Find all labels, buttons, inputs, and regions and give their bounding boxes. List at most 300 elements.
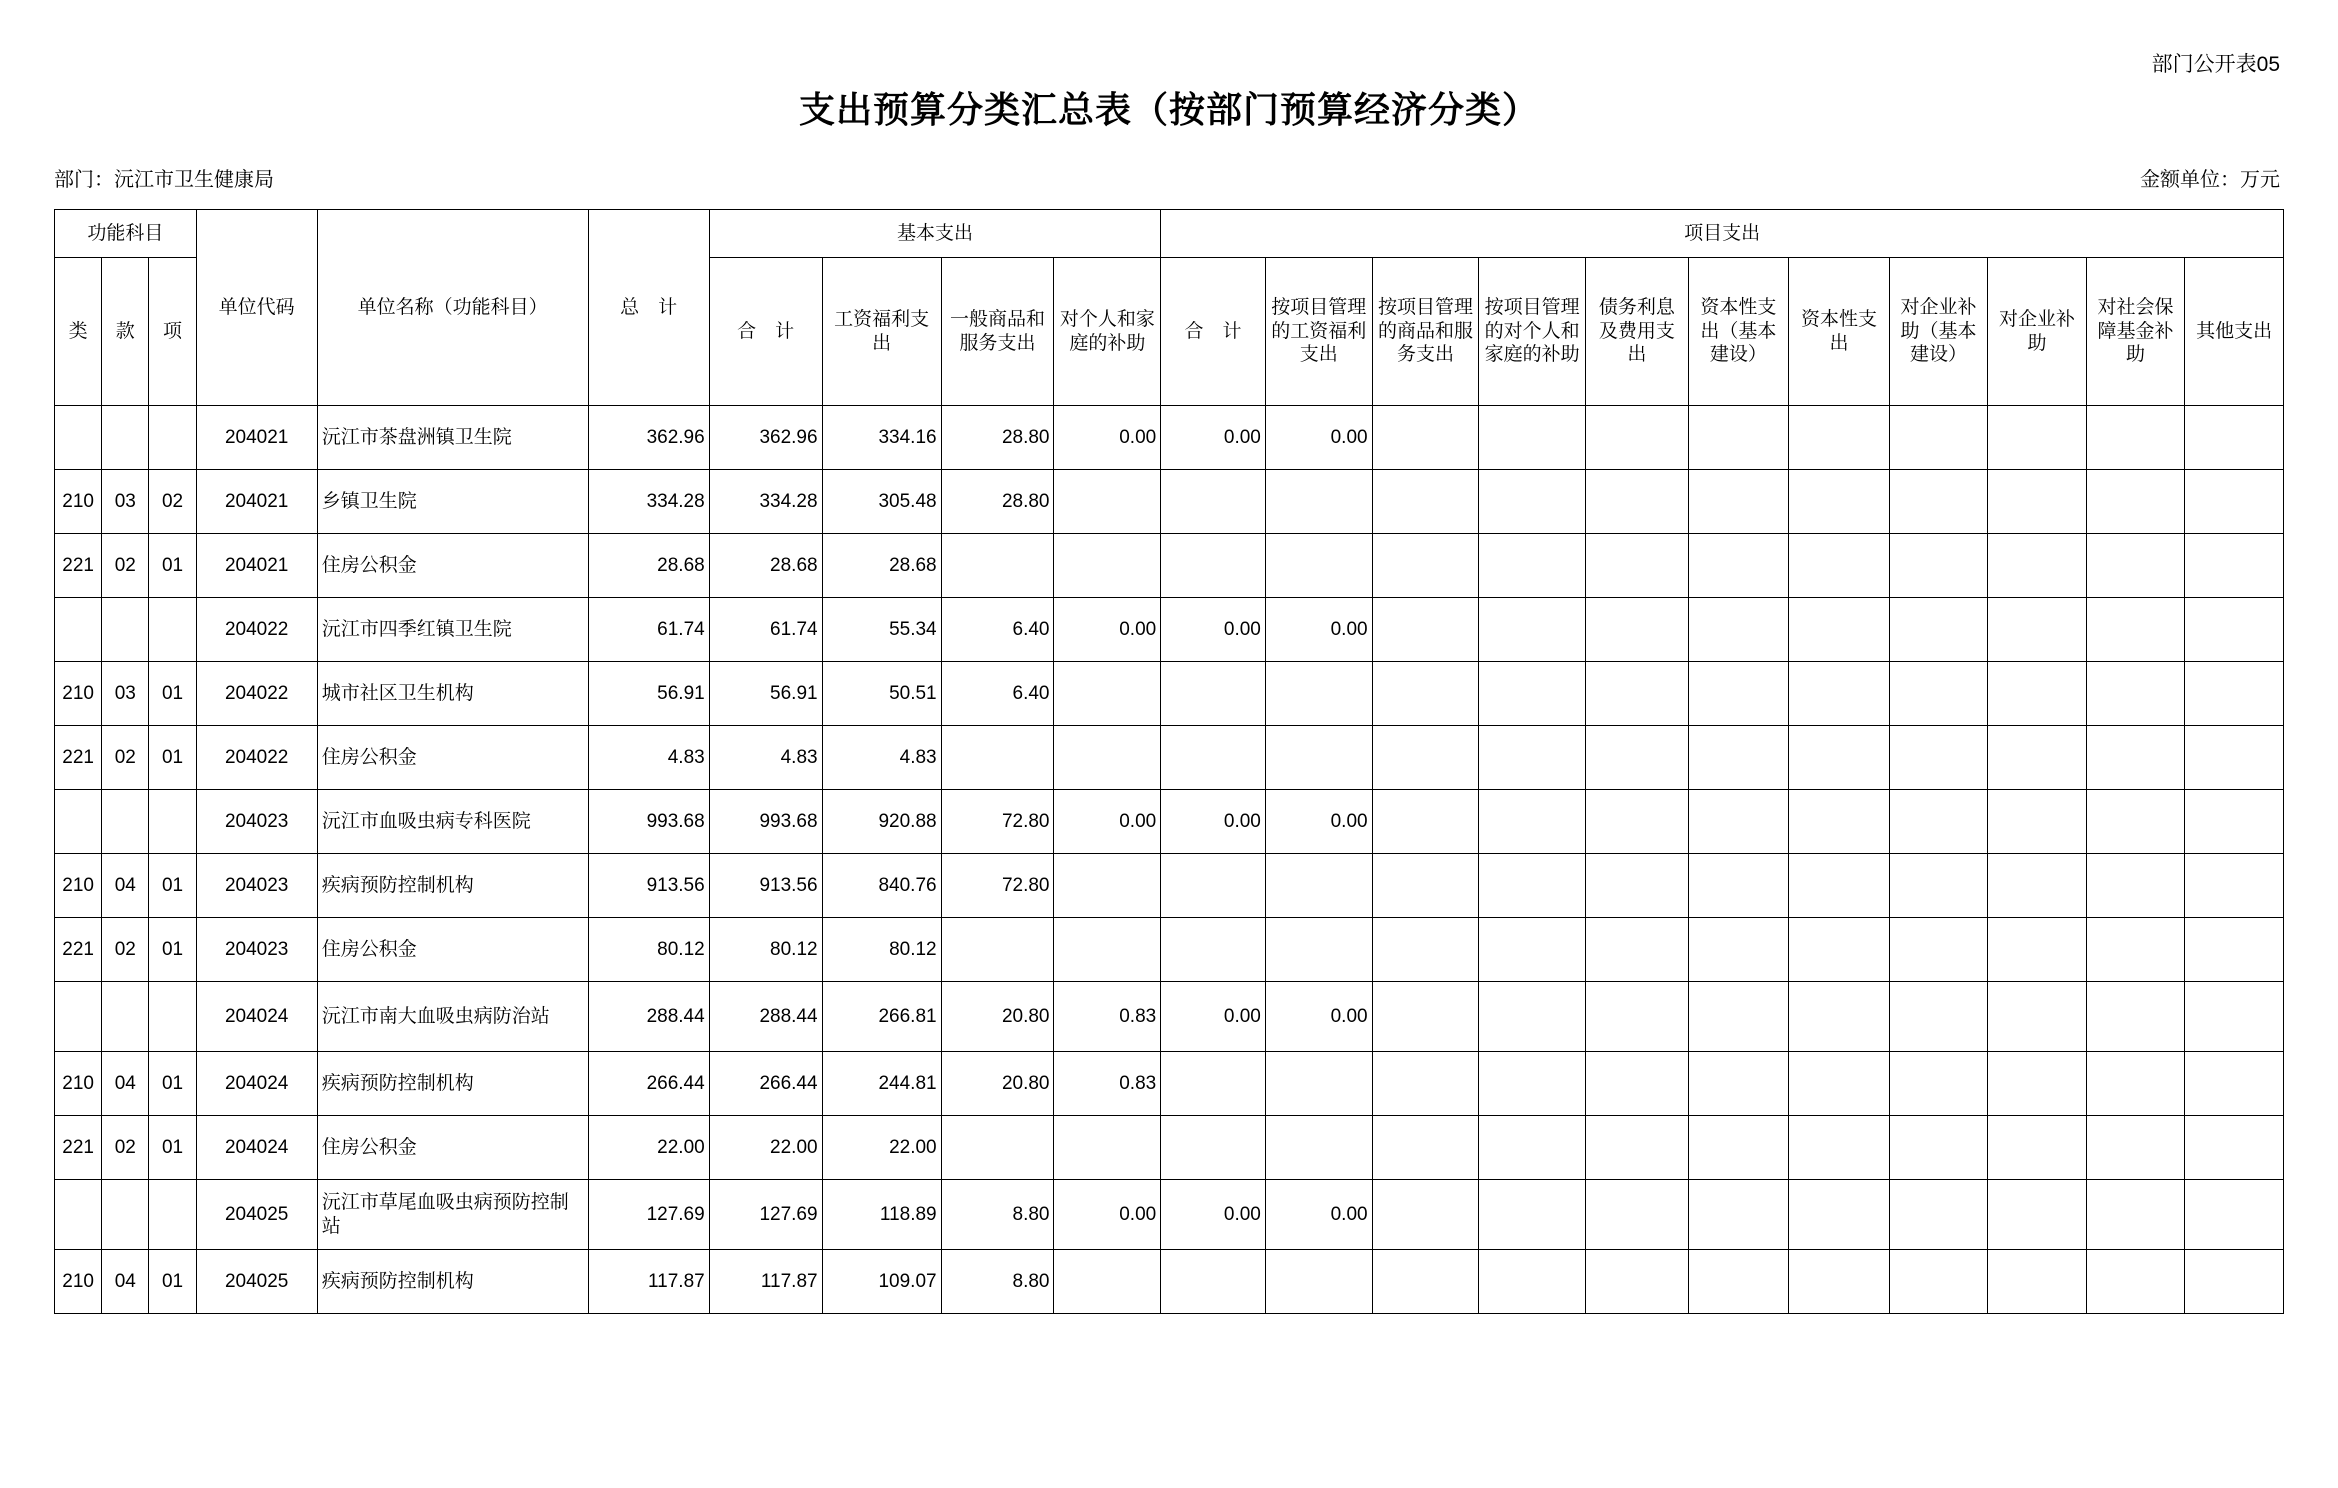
cell-xiang: 01 — [149, 1116, 196, 1180]
cell-debt-interest — [1586, 598, 1689, 662]
cell-capital — [1789, 534, 1890, 598]
cell-basic-sum: 61.74 — [709, 598, 822, 662]
cell-enterprise — [1988, 1052, 2087, 1116]
cell-kuan: 02 — [102, 534, 149, 598]
cell-social-security — [2086, 406, 2185, 470]
table-row — [55, 1116, 2284, 1180]
cell-project-person — [1479, 726, 1586, 790]
table-row — [55, 854, 2284, 918]
cell-project-goods — [1372, 1250, 1479, 1314]
cell-project-sum: 0.00 — [1161, 1180, 1266, 1250]
cell-project-person — [1479, 470, 1586, 534]
cell-kuan: 03 — [102, 662, 149, 726]
cell-project-sum — [1161, 1116, 1266, 1180]
cell-basic-sum: 22.00 — [709, 1116, 822, 1180]
cell-debt-interest — [1586, 1116, 1689, 1180]
cell-lei: 221 — [55, 918, 102, 982]
cell-basic-goods: 72.80 — [941, 790, 1054, 854]
budget-table — [54, 209, 2284, 1314]
cell-capital-basic — [1688, 1250, 1789, 1314]
cell-capital-basic — [1688, 918, 1789, 982]
cell-other — [2185, 726, 2284, 790]
cell-project-goods — [1372, 790, 1479, 854]
cell-basic-sum: 127.69 — [709, 1180, 822, 1250]
department-label: 部门：沅江市卫生健康局 — [54, 169, 274, 191]
cell-unit-code: 204023 — [196, 854, 317, 918]
cell-total: 28.68 — [588, 534, 709, 598]
cell-basic-goods: 28.80 — [941, 470, 1054, 534]
cell-social-security — [2086, 790, 2185, 854]
cell-project-salary — [1265, 470, 1372, 534]
cell-basic-salary: 28.68 — [822, 534, 941, 598]
header-unit-code: 单位代码 — [196, 210, 317, 406]
cell-total: 61.74 — [588, 598, 709, 662]
cell-capital-basic — [1688, 982, 1789, 1052]
cell-unit-name: 沅江市四季红镇卫生院 — [317, 598, 588, 662]
cell-social-security — [2086, 1116, 2185, 1180]
cell-xiang: 01 — [149, 918, 196, 982]
cell-basic-sum: 266.44 — [709, 1052, 822, 1116]
cell-project-goods — [1372, 1052, 1479, 1116]
cell-enterprise — [1988, 854, 2087, 918]
table-row — [55, 982, 2284, 1052]
cell-xiang: 01 — [149, 662, 196, 726]
cell-project-sum — [1161, 854, 1266, 918]
cell-project-goods — [1372, 982, 1479, 1052]
cell-project-person — [1479, 1052, 1586, 1116]
cell-lei — [55, 406, 102, 470]
cell-lei: 210 — [55, 1052, 102, 1116]
cell-social-security — [2086, 662, 2185, 726]
cell-project-goods — [1372, 918, 1479, 982]
cell-project-salary — [1265, 918, 1372, 982]
cell-social-security — [2086, 726, 2185, 790]
cell-enterprise — [1988, 470, 2087, 534]
header-debt-interest: 债务利息及费用支出 — [1586, 258, 1689, 406]
table-row — [55, 662, 2284, 726]
cell-capital — [1789, 1052, 1890, 1116]
header-capital-basic: 资本性支出（基本建设） — [1688, 258, 1789, 406]
header-project-sum: 合 计 — [1161, 258, 1266, 406]
cell-other — [2185, 1116, 2284, 1180]
cell-basic-sum: 362.96 — [709, 406, 822, 470]
cell-basic-person: 0.00 — [1054, 406, 1161, 470]
cell-enterprise-basic — [1889, 790, 1988, 854]
table-row — [55, 790, 2284, 854]
cell-debt-interest — [1586, 470, 1689, 534]
table-row — [55, 534, 2284, 598]
cell-enterprise-basic — [1889, 918, 1988, 982]
cell-project-salary: 0.00 — [1265, 406, 1372, 470]
cell-debt-interest — [1586, 982, 1689, 1052]
cell-enterprise — [1988, 982, 2087, 1052]
cell-basic-person — [1054, 854, 1161, 918]
cell-kuan — [102, 1180, 149, 1250]
cell-total: 56.91 — [588, 662, 709, 726]
cell-project-goods — [1372, 1180, 1479, 1250]
cell-capital — [1789, 790, 1890, 854]
cell-other — [2185, 406, 2284, 470]
cell-social-security — [2086, 534, 2185, 598]
cell-basic-salary: 4.83 — [822, 726, 941, 790]
cell-basic-salary: 305.48 — [822, 470, 941, 534]
cell-lei: 221 — [55, 534, 102, 598]
cell-project-person — [1479, 1116, 1586, 1180]
table-row — [55, 1180, 2284, 1250]
cell-social-security — [2086, 1052, 2185, 1116]
header-capital: 资本性支出 — [1789, 258, 1890, 406]
cell-xiang — [149, 982, 196, 1052]
cell-enterprise-basic — [1889, 1180, 1988, 1250]
cell-basic-goods — [941, 918, 1054, 982]
cell-basic-salary: 50.51 — [822, 662, 941, 726]
cell-unit-name: 城市社区卫生机构 — [317, 662, 588, 726]
cell-enterprise — [1988, 406, 2087, 470]
cell-project-goods — [1372, 534, 1479, 598]
cell-lei — [55, 790, 102, 854]
cell-debt-interest — [1586, 662, 1689, 726]
cell-total: 993.68 — [588, 790, 709, 854]
cell-basic-person — [1054, 1250, 1161, 1314]
cell-project-salary — [1265, 1052, 1372, 1116]
cell-unit-code: 204021 — [196, 470, 317, 534]
cell-project-sum: 0.00 — [1161, 598, 1266, 662]
cell-project-salary: 0.00 — [1265, 790, 1372, 854]
header-project-salary: 按项目管理的工资福利支出 — [1265, 258, 1372, 406]
cell-project-salary — [1265, 1116, 1372, 1180]
cell-unit-code: 204021 — [196, 406, 317, 470]
cell-unit-name: 住房公积金 — [317, 726, 588, 790]
cell-capital-basic — [1688, 470, 1789, 534]
cell-basic-salary: 920.88 — [822, 790, 941, 854]
cell-debt-interest — [1586, 1052, 1689, 1116]
cell-basic-sum: 288.44 — [709, 982, 822, 1052]
cell-total: 266.44 — [588, 1052, 709, 1116]
cell-unit-name: 疾病预防控制机构 — [317, 854, 588, 918]
cell-basic-goods: 8.80 — [941, 1180, 1054, 1250]
header-basic-goods: 一般商品和服务支出 — [941, 258, 1054, 406]
cell-lei: 221 — [55, 1116, 102, 1180]
cell-basic-sum: 28.68 — [709, 534, 822, 598]
header-enterprise: 对企业补助 — [1988, 258, 2087, 406]
cell-enterprise-basic — [1889, 726, 1988, 790]
cell-enterprise — [1988, 662, 2087, 726]
cell-project-salary — [1265, 534, 1372, 598]
header-lei: 类 — [55, 258, 102, 406]
cell-unit-code: 204024 — [196, 982, 317, 1052]
cell-other — [2185, 854, 2284, 918]
cell-capital-basic — [1688, 854, 1789, 918]
cell-social-security — [2086, 854, 2185, 918]
cell-capital — [1789, 406, 1890, 470]
cell-basic-person: 0.83 — [1054, 1052, 1161, 1116]
cell-kuan: 02 — [102, 918, 149, 982]
header-project-goods: 按项目管理的商品和服务支出 — [1372, 258, 1479, 406]
cell-capital-basic — [1688, 1116, 1789, 1180]
cell-debt-interest — [1586, 1250, 1689, 1314]
cell-kuan: 02 — [102, 726, 149, 790]
header-total: 总 计 — [588, 210, 709, 406]
cell-capital — [1789, 662, 1890, 726]
cell-capital-basic — [1688, 598, 1789, 662]
cell-xiang — [149, 790, 196, 854]
cell-project-goods — [1372, 854, 1479, 918]
cell-capital-basic — [1688, 790, 1789, 854]
table-body — [55, 406, 2284, 1314]
cell-lei — [55, 1180, 102, 1250]
cell-basic-salary: 22.00 — [822, 1116, 941, 1180]
cell-basic-salary: 109.07 — [822, 1250, 941, 1314]
cell-basic-sum: 334.28 — [709, 470, 822, 534]
cell-unit-name: 住房公积金 — [317, 534, 588, 598]
cell-kuan: 02 — [102, 1116, 149, 1180]
amount-unit-label: 金额单位：万元 — [2140, 169, 2280, 191]
header-project-person: 按项目管理的对个人和家庭的补助 — [1479, 258, 1586, 406]
cell-project-sum: 0.00 — [1161, 982, 1266, 1052]
cell-lei: 210 — [55, 854, 102, 918]
cell-project-person — [1479, 406, 1586, 470]
cell-capital — [1789, 854, 1890, 918]
cell-total: 22.00 — [588, 1116, 709, 1180]
cell-capital-basic — [1688, 726, 1789, 790]
cell-total: 334.28 — [588, 470, 709, 534]
cell-xiang: 01 — [149, 534, 196, 598]
cell-basic-person — [1054, 662, 1161, 726]
cell-project-sum: 0.00 — [1161, 790, 1266, 854]
cell-basic-sum: 80.12 — [709, 918, 822, 982]
cell-basic-sum: 117.87 — [709, 1250, 822, 1314]
cell-project-goods — [1372, 662, 1479, 726]
cell-enterprise — [1988, 726, 2087, 790]
cell-enterprise-basic — [1889, 1052, 1988, 1116]
cell-project-sum — [1161, 1250, 1266, 1314]
table-row — [55, 1052, 2284, 1116]
cell-debt-interest — [1586, 534, 1689, 598]
cell-unit-name: 住房公积金 — [317, 1116, 588, 1180]
cell-basic-salary: 244.81 — [822, 1052, 941, 1116]
header-group-function: 功能科目 — [55, 210, 197, 258]
cell-unit-code: 204024 — [196, 1116, 317, 1180]
cell-project-salary: 0.00 — [1265, 982, 1372, 1052]
subheader — [0, 163, 2338, 193]
table-row — [55, 598, 2284, 662]
cell-total: 4.83 — [588, 726, 709, 790]
cell-project-salary — [1265, 726, 1372, 790]
cell-enterprise — [1988, 790, 2087, 854]
cell-project-goods — [1372, 406, 1479, 470]
cell-other — [2185, 1052, 2284, 1116]
cell-unit-name: 沅江市南大血吸虫病防治站 — [317, 982, 588, 1052]
cell-other — [2185, 470, 2284, 534]
cell-capital — [1789, 982, 1890, 1052]
cell-capital-basic — [1688, 662, 1789, 726]
cell-capital — [1789, 1250, 1890, 1314]
cell-lei: 210 — [55, 662, 102, 726]
cell-unit-code: 204021 — [196, 534, 317, 598]
cell-kuan: 04 — [102, 1250, 149, 1314]
cell-project-goods — [1372, 598, 1479, 662]
cell-social-security — [2086, 598, 2185, 662]
cell-basic-sum: 993.68 — [709, 790, 822, 854]
cell-project-sum — [1161, 662, 1266, 726]
cell-enterprise-basic — [1889, 598, 1988, 662]
cell-project-person — [1479, 1250, 1586, 1314]
cell-project-sum — [1161, 918, 1266, 982]
cell-enterprise — [1988, 598, 2087, 662]
cell-other — [2185, 1180, 2284, 1250]
header-social-security: 对社会保障基金补助 — [2086, 258, 2185, 406]
cell-project-salary — [1265, 1250, 1372, 1314]
cell-xiang — [149, 406, 196, 470]
cell-lei — [55, 982, 102, 1052]
cell-capital — [1789, 1116, 1890, 1180]
cell-social-security — [2086, 470, 2185, 534]
cell-project-person — [1479, 918, 1586, 982]
cell-enterprise-basic — [1889, 982, 1988, 1052]
cell-basic-goods: 28.80 — [941, 406, 1054, 470]
cell-unit-name: 沅江市草尾血吸虫病预防控制站 — [317, 1180, 588, 1250]
cell-capital — [1789, 918, 1890, 982]
cell-basic-goods — [941, 534, 1054, 598]
cell-total: 117.87 — [588, 1250, 709, 1314]
header-basic-person: 对个人和家庭的补助 — [1054, 258, 1161, 406]
cell-other — [2185, 918, 2284, 982]
cell-basic-salary: 840.76 — [822, 854, 941, 918]
cell-project-person — [1479, 534, 1586, 598]
page-title: 支出预算分类汇总表（按部门预算经济分类） — [798, 89, 1539, 130]
cell-enterprise-basic — [1889, 1116, 1988, 1180]
cell-enterprise — [1988, 1180, 2087, 1250]
cell-basic-goods: 6.40 — [941, 662, 1054, 726]
cell-unit-code: 204025 — [196, 1180, 317, 1250]
cell-other — [2185, 662, 2284, 726]
cell-project-goods — [1372, 726, 1479, 790]
cell-social-security — [2086, 982, 2185, 1052]
header-xiang: 项 — [149, 258, 196, 406]
table-row — [55, 1250, 2284, 1314]
cell-social-security — [2086, 1250, 2185, 1314]
cell-project-salary: 0.00 — [1265, 598, 1372, 662]
cell-capital — [1789, 726, 1890, 790]
cell-basic-salary: 266.81 — [822, 982, 941, 1052]
header-enterprise-basic: 对企业补助（基本建设） — [1889, 258, 1988, 406]
cell-debt-interest — [1586, 726, 1689, 790]
cell-kuan — [102, 598, 149, 662]
cell-project-sum — [1161, 726, 1266, 790]
table-row — [55, 406, 2284, 470]
cell-project-person — [1479, 1180, 1586, 1250]
cell-lei: 210 — [55, 470, 102, 534]
cell-social-security — [2086, 1180, 2185, 1250]
cell-lei: 221 — [55, 726, 102, 790]
cell-project-person — [1479, 790, 1586, 854]
cell-capital — [1789, 470, 1890, 534]
cell-basic-person — [1054, 470, 1161, 534]
cell-project-person — [1479, 598, 1586, 662]
cell-other — [2185, 534, 2284, 598]
cell-basic-goods: 8.80 — [941, 1250, 1054, 1314]
header-kuan: 款 — [102, 258, 149, 406]
cell-enterprise — [1988, 1250, 2087, 1314]
cell-capital-basic — [1688, 1180, 1789, 1250]
cell-project-sum — [1161, 534, 1266, 598]
header-basic-salary: 工资福利支出 — [822, 258, 941, 406]
cell-basic-salary: 334.16 — [822, 406, 941, 470]
cell-debt-interest — [1586, 406, 1689, 470]
cell-debt-interest — [1586, 854, 1689, 918]
cell-basic-salary: 55.34 — [822, 598, 941, 662]
cell-unit-code: 204023 — [196, 790, 317, 854]
cell-project-sum: 0.00 — [1161, 406, 1266, 470]
cell-unit-name: 乡镇卫生院 — [317, 470, 588, 534]
cell-unit-code: 204022 — [196, 726, 317, 790]
cell-debt-interest — [1586, 918, 1689, 982]
cell-enterprise — [1988, 534, 2087, 598]
cell-other — [2185, 982, 2284, 1052]
cell-kuan — [102, 406, 149, 470]
cell-basic-salary: 80.12 — [822, 918, 941, 982]
cell-unit-code: 204022 — [196, 662, 317, 726]
cell-capital-basic — [1688, 406, 1789, 470]
cell-unit-name: 沅江市血吸虫病专科医院 — [317, 790, 588, 854]
cell-xiang — [149, 598, 196, 662]
cell-capital — [1789, 1180, 1890, 1250]
cell-enterprise-basic — [1889, 854, 1988, 918]
cell-basic-goods — [941, 726, 1054, 790]
cell-unit-code: 204024 — [196, 1052, 317, 1116]
cell-kuan: 04 — [102, 854, 149, 918]
cell-basic-sum: 913.56 — [709, 854, 822, 918]
cell-project-goods — [1372, 470, 1479, 534]
cell-project-salary: 0.00 — [1265, 1180, 1372, 1250]
cell-basic-person — [1054, 918, 1161, 982]
cell-project-salary — [1265, 662, 1372, 726]
header-basic-sum: 合 计 — [709, 258, 822, 406]
cell-project-salary — [1265, 854, 1372, 918]
cell-xiang — [149, 1180, 196, 1250]
cell-xiang: 01 — [149, 1250, 196, 1314]
cell-other — [2185, 1250, 2284, 1314]
cell-project-person — [1479, 982, 1586, 1052]
cell-enterprise-basic — [1889, 534, 1988, 598]
cell-unit-code: 204023 — [196, 918, 317, 982]
cell-unit-name: 沅江市茶盘洲镇卫生院 — [317, 406, 588, 470]
cell-project-goods — [1372, 1116, 1479, 1180]
cell-unit-name: 疾病预防控制机构 — [317, 1052, 588, 1116]
cell-kuan — [102, 790, 149, 854]
table-row — [55, 918, 2284, 982]
cell-enterprise-basic — [1889, 662, 1988, 726]
cell-total: 288.44 — [588, 982, 709, 1052]
cell-basic-sum: 56.91 — [709, 662, 822, 726]
cell-kuan: 03 — [102, 470, 149, 534]
cell-project-person — [1479, 662, 1586, 726]
cell-basic-person: 0.00 — [1054, 598, 1161, 662]
cell-basic-person: 0.00 — [1054, 790, 1161, 854]
cell-basic-person — [1054, 1116, 1161, 1180]
cell-basic-goods: 20.80 — [941, 1052, 1054, 1116]
cell-capital-basic — [1688, 1052, 1789, 1116]
cell-project-person — [1479, 854, 1586, 918]
cell-basic-person: 0.83 — [1054, 982, 1161, 1052]
cell-enterprise-basic — [1889, 1250, 1988, 1314]
header-unit-name: 单位名称（功能科目） — [317, 210, 588, 406]
cell-enterprise-basic — [1889, 470, 1988, 534]
cell-xiang: 01 — [149, 1052, 196, 1116]
cell-total: 80.12 — [588, 918, 709, 982]
cell-xiang: 01 — [149, 854, 196, 918]
cell-enterprise-basic — [1889, 406, 1988, 470]
